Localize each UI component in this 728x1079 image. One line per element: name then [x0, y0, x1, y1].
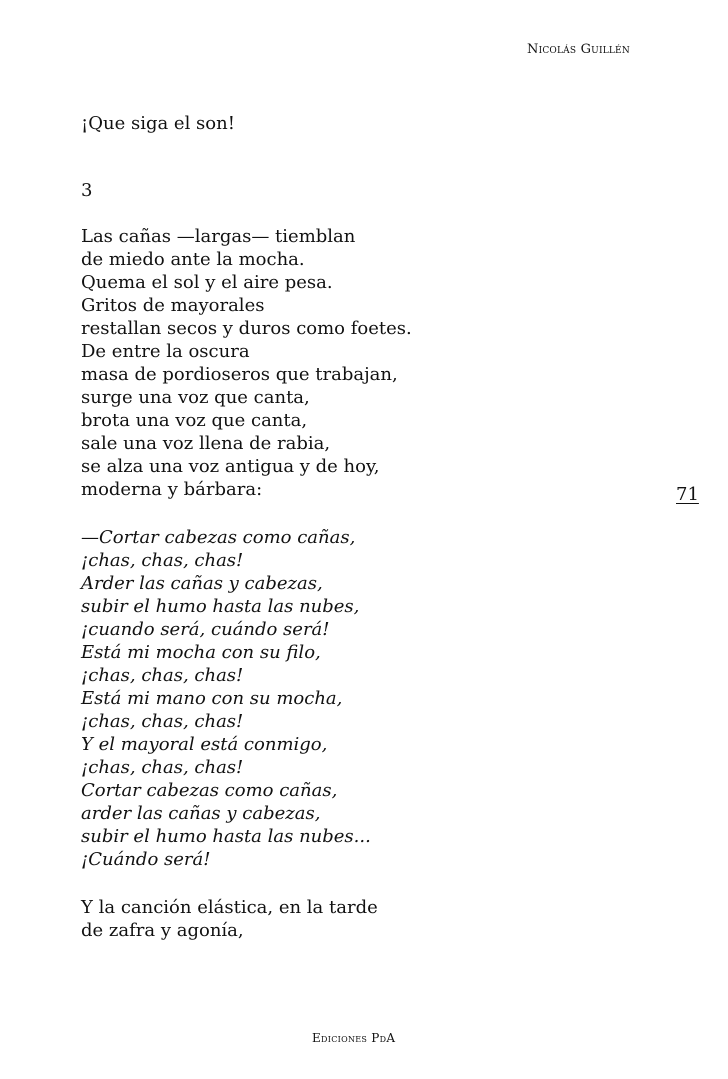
poem-line: sale una voz llena de rabia,	[81, 433, 331, 454]
stanza-regular	[81, 896, 681, 942]
section-number: 3	[81, 180, 93, 201]
poem-line: ¡cuando será, cuándo será!	[81, 619, 330, 640]
poem-line: ¡Cuándo será!	[81, 849, 211, 870]
stanza-gap	[81, 135, 681, 179]
poem-line: Está mi mano con su mocha,	[81, 688, 343, 709]
poem-line: Cortar cabezas como cañas,	[81, 780, 338, 801]
poem-line: ¡chas, chas, chas!	[81, 665, 244, 686]
footer-publisher: Ediciones PdA	[312, 1031, 396, 1045]
poem-line: arder las cañas y cabezas,	[81, 803, 321, 824]
poem-line: Las cañas —largas— tiemblan	[81, 226, 356, 247]
poem-line: Está mi mocha con su filo,	[81, 642, 321, 663]
stanza-gap	[81, 871, 681, 896]
poem-line: de zafra y agonía,	[81, 920, 244, 941]
running-head-author: Nicolás Guillén	[527, 42, 630, 57]
poem-line: se alza una voz antigua y de hoy,	[81, 456, 380, 477]
stanza-gap	[81, 501, 681, 526]
poem-line: Gritos de mayorales	[81, 295, 265, 316]
poem-line: ¡Que siga el son!	[81, 113, 235, 134]
poem-line: De entre la oscura	[81, 341, 250, 362]
stanza-gap	[81, 202, 681, 225]
poem-line: subir el humo hasta las nubes...	[81, 826, 371, 847]
poem-line: moderna y bárbara:	[81, 479, 263, 500]
poem-line: brota una voz que canta,	[81, 410, 308, 431]
page-number: 71	[676, 484, 699, 505]
poem-line: Quema el sol y el aire pesa.	[81, 272, 333, 293]
poem-line: ¡chas, chas, chas!	[81, 711, 244, 732]
poem-line: ¡chas, chas, chas!	[81, 757, 244, 778]
poem-line: surge una voz que canta,	[81, 387, 310, 408]
stanza-regular	[81, 225, 681, 501]
poem-line: ¡chas, chas, chas!	[81, 550, 244, 571]
poem-line: Arder las cañas y cabezas,	[81, 573, 323, 594]
stanza-italic-song	[81, 526, 681, 871]
poem-line: —Cortar cabezas como cañas,	[81, 527, 356, 548]
poem-line: de miedo ante la mocha.	[81, 249, 305, 270]
poem-line: Y el mayoral está conmigo,	[81, 734, 328, 755]
poem-line: masa de pordioseros que trabajan,	[81, 364, 398, 385]
poem-line: restallan secos y duros como foetes.	[81, 318, 412, 339]
poem-body	[81, 112, 681, 942]
poem-line: subir el humo hasta las nubes,	[81, 596, 360, 617]
poem-line: Y la canción elástica, en la tarde	[81, 897, 378, 918]
